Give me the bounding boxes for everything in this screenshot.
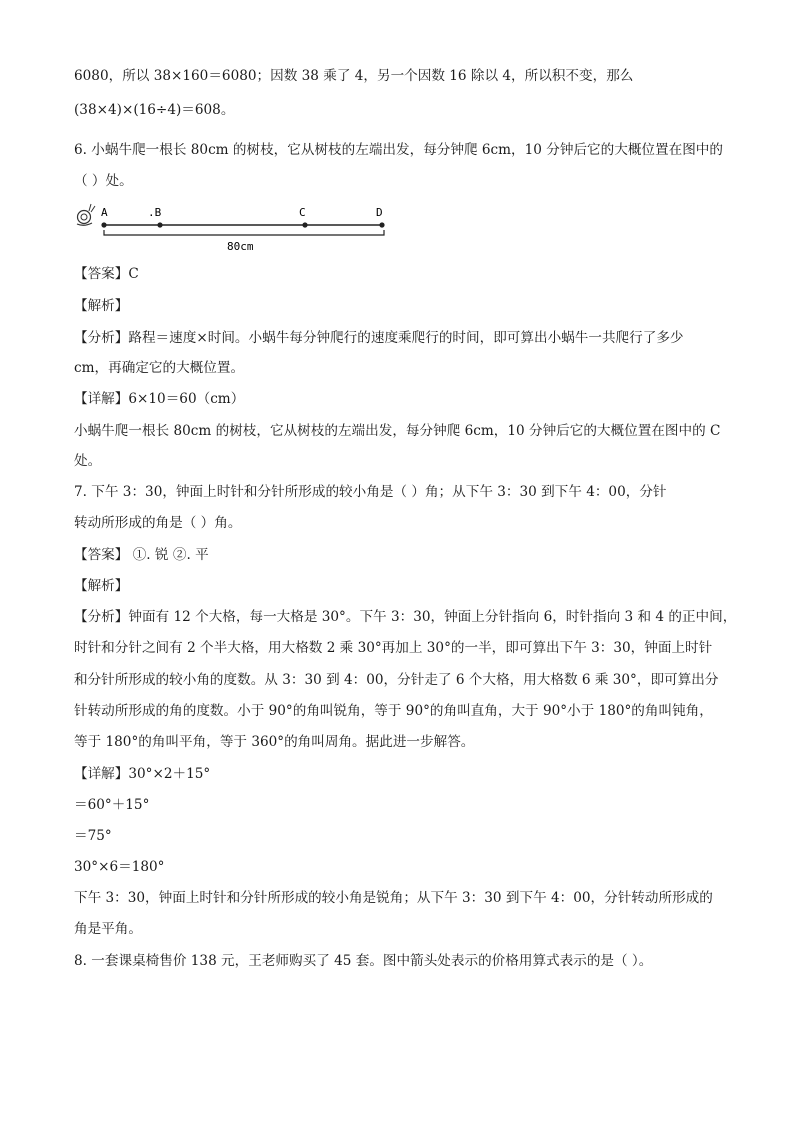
q6-analysis-line1: 【分析】路程＝速度×时间。小蜗牛每分钟爬行的速度乘爬行的时间，即可算出小蜗牛一共爬行了多少 xyxy=(74,330,684,346)
point-d-dot xyxy=(379,222,384,227)
q7-analysis-line4: 针转动所形成的角的度数。小于 90°的角叫锐角，等于 90°的角叫直角，大于 90°小于 180°的角叫钝角， xyxy=(74,703,713,719)
point-b-label: .B xyxy=(148,206,162,219)
snail-icon xyxy=(77,204,95,225)
q6-analysis-line2: cm，再确定它的大概位置。 xyxy=(74,360,245,376)
q7-detail-line5: 下午 3：30，钟面上时针和分针所形成的较小角是锐角；从下午 3：30 到下午 4：00，分针转动所形成的 xyxy=(74,890,713,906)
point-c-label: C xyxy=(299,206,306,219)
q6-detail-line1: 【详解】6×10＝60（cm） xyxy=(74,391,245,407)
branch-line-figure xyxy=(72,200,402,260)
point-a-dot xyxy=(101,222,106,227)
q7-detail-line3: ＝75° xyxy=(74,828,112,844)
point-b-dot xyxy=(157,222,162,227)
point-d-label: D xyxy=(376,206,383,219)
q5-tail-line2: (38×4)×(16÷4)＝608。 xyxy=(74,102,235,118)
q7-analysis-line5: 等于 180°的角叫平角，等于 360°的角叫周角。据此进一步解答。 xyxy=(74,734,475,750)
q7-stem-line1: 7. 下午 3：30，钟面上时针和分针所形成的较小角是（ ）角；从下午 3：30 到下午 4：00，分针 xyxy=(74,484,667,500)
q7-detail-line2: ＝60°＋15° xyxy=(74,797,150,813)
point-a-label: A xyxy=(101,206,108,219)
q6-detail-line3: 处。 xyxy=(74,453,102,469)
q7-analysis-line3: 和分针所形成的较小角的度数。从 3：30 到 4：00，分针走了 6 个大格，用大格数 6 乘 30°，即可算出分 xyxy=(74,672,719,688)
snail-branch-diagram xyxy=(72,200,402,260)
q7-analysis-tag: 【解析】 xyxy=(74,578,129,594)
point-c-dot xyxy=(302,222,307,227)
q7-answer: 【答案】 ①. 锐 ②. 平 xyxy=(74,547,209,563)
q7-analysis-line1: 【分析】钟面有 12 个大格，每一大格是 30°。下午 3：30，钟面上分针指向 6，时针指向 3 和 4 的正中间， xyxy=(74,609,737,625)
q7-analysis-line2: 时针和分针之间有 2 个半大格，用大格数 2 乘 30°再加上 30°的一半，即可算出下午 3：30，钟面上时针 xyxy=(74,640,713,656)
q8-stem-line1: 8. 一套课桌椅售价 138 元，王老师购买了 45 套。图中箭头处表示的价格用算式表示的是（ ）。 xyxy=(74,953,653,969)
length-label: 80cm xyxy=(227,240,254,253)
q6-stem-line1: 6. 小蜗牛爬一根长 80cm 的树枝，它从树枝的左端出发，每分钟爬 6cm，10 分钟后它的大概位置在图中的 xyxy=(74,142,723,158)
q6-answer: 【答案】C xyxy=(74,266,139,282)
q7-detail-line6: 角是平角。 xyxy=(74,921,142,937)
q5-tail-line1: 6080，所以 38×160＝6080；因数 38 乘了 4，另一个因数 16 除以 4，所以积不变，那么 xyxy=(74,68,634,84)
length-bracket xyxy=(104,230,384,235)
q6-detail-line2: 小蜗牛爬一根长 80cm 的树枝，它从树枝的左端出发，每分钟爬 6cm，10 分钟后它的大概位置在图中的 C xyxy=(74,423,721,439)
q6-stem-line2: （ ）处。 xyxy=(74,173,133,189)
q7-detail-line4: 30°×6＝180° xyxy=(74,859,165,875)
q7-detail-line1: 【详解】30°×2＋15° xyxy=(74,766,211,782)
q7-stem-line2: 转动所形成的角是（ ）角。 xyxy=(74,515,242,531)
q6-analysis-tag: 【解析】 xyxy=(74,298,129,314)
